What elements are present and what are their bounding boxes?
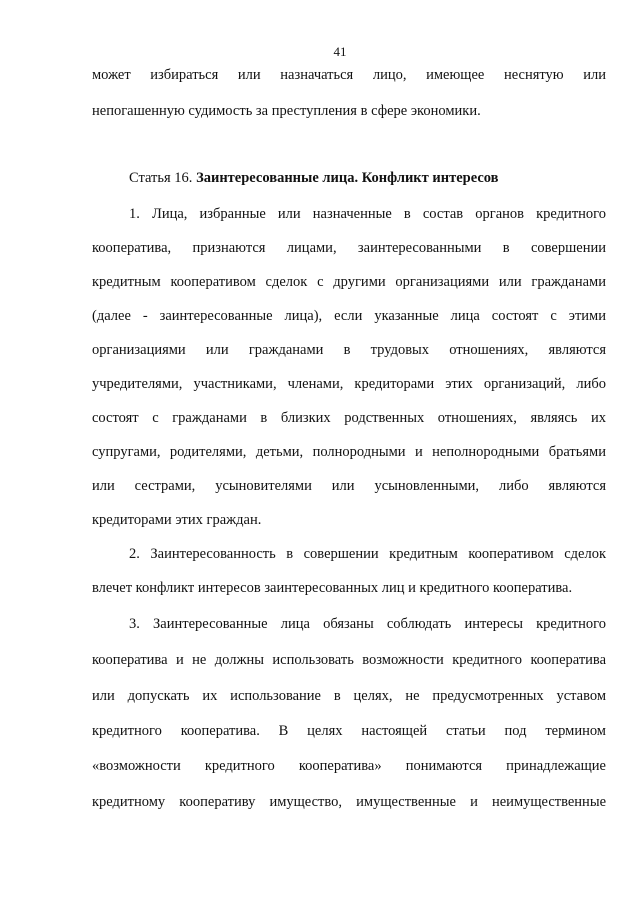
paragraph-line: или допускать их использование в целях, не предусмотренных уставом <box>92 688 606 704</box>
paragraph-line: учредителями, участниками, членами, кредиторами этих организаций, либо <box>92 376 606 392</box>
paragraph-line: организациями или гражданами в трудовых отношениях, являются <box>92 342 606 358</box>
paragraph-line: кредитного кооператива. В целях настоящей статьи под термином <box>92 723 606 739</box>
paragraph-line: влечет конфликт интересов заинтересованных лиц и кредитного кооператива. <box>92 580 573 596</box>
paragraph-line: кредиторами этих граждан. <box>92 512 262 528</box>
paragraph-line: 3. Заинтересованные лица обязаны соблюдать интересы кредитного <box>129 616 606 632</box>
paragraph-line: 2. Заинтересованность в совершении кредитным кооперативом сделок <box>129 546 606 562</box>
paragraph-line: кооператива, признаются лицами, заинтересованными в совершении <box>92 240 606 256</box>
article-heading <box>129 169 606 187</box>
paragraph-line: кредитным кооперативом сделок с другими организациями или гражданами <box>92 274 606 290</box>
page-number: 41 <box>333 44 347 59</box>
article-number: Статья 16. <box>129 170 197 186</box>
paragraph-line: 1. Лица, избранные или назначенные в состав органов кредитного <box>129 206 606 222</box>
paragraph-line: кредитному кооперативу имущество, имущественные и неимущественные <box>92 794 606 810</box>
paragraph-line: «возможности кредитного кооператива» понимаются принадлежащие <box>92 758 606 774</box>
paragraph-line: может избираться или назначаться лицо, имеющее неснятую или <box>92 67 606 83</box>
paragraph-line: состоят с гражданами в близких родственных отношениях, являясь их <box>92 410 606 426</box>
paragraph-line: (далее - заинтересованные лица), если указанные лица состоят с этими <box>92 308 606 324</box>
paragraph-line: супругами, родителями, детьми, полнородными и неполнородными братьями <box>92 444 606 460</box>
paragraph-line: или сестрами, усыновителями или усыновленными, либо являются <box>92 478 606 494</box>
paragraph-line: непогашенную судимость за преступления в сфере экономики. <box>92 103 481 119</box>
article-title: Заинтересованные лица. Конфликт интересов <box>196 170 499 186</box>
paragraph-line: кооператива и не должны использовать возможности кредитного кооператива <box>92 652 606 668</box>
